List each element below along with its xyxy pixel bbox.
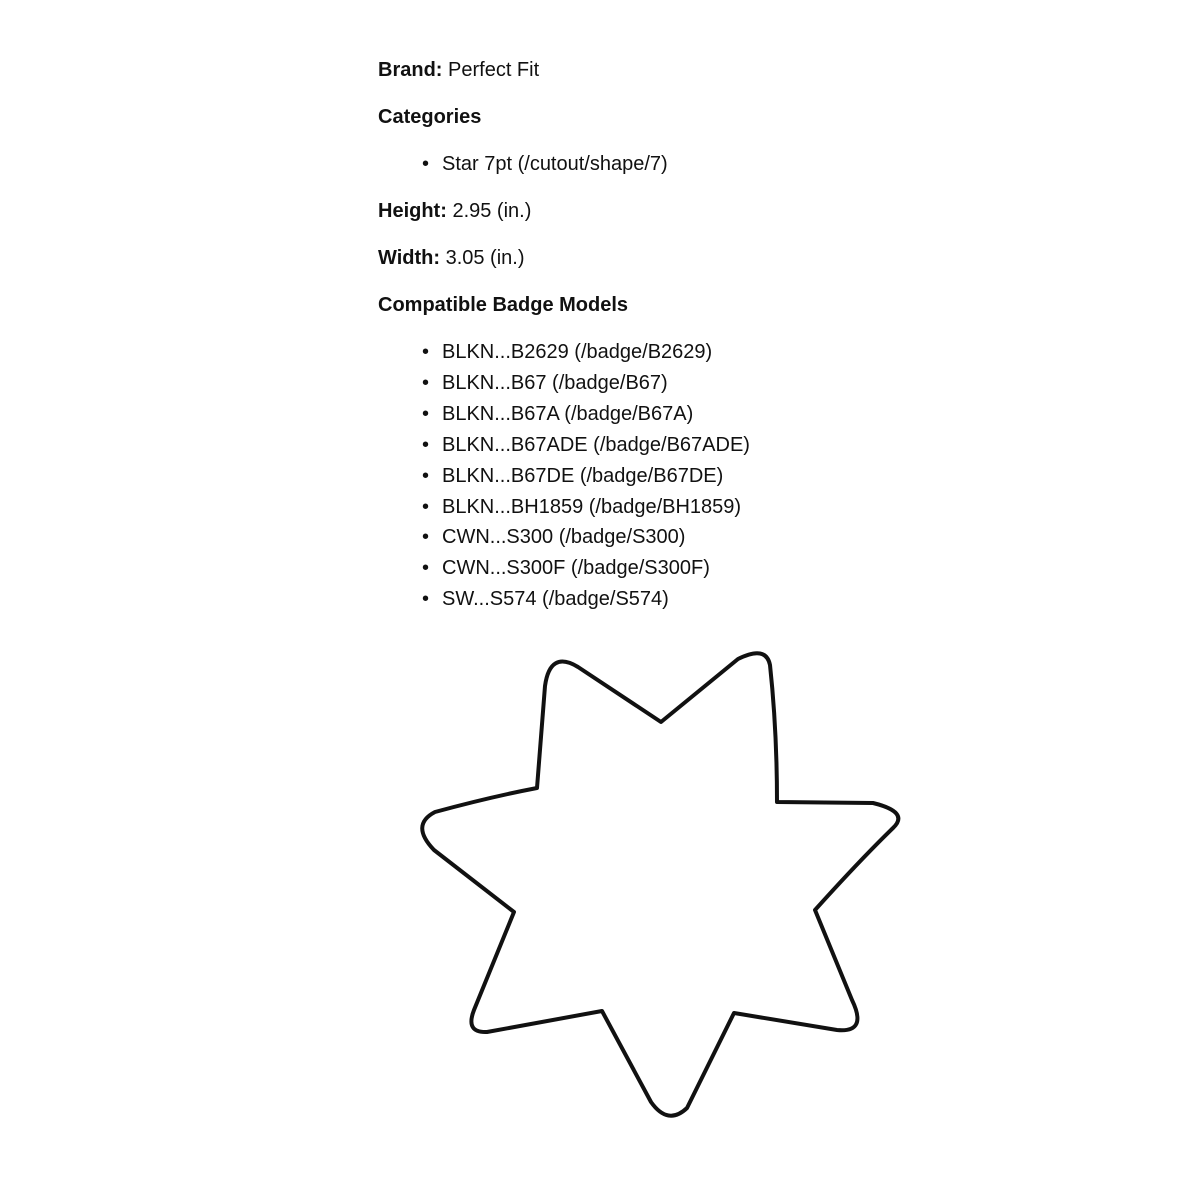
badge-model-label: BLKN...B67 (/badge/B67) (442, 371, 668, 394)
star-outline-path (422, 653, 898, 1115)
badge-model-label: BLKN...B2629 (/badge/B2629) (442, 341, 713, 363)
badge-model-label: BLKN...B67DE (/badge/B67DE) (442, 464, 724, 487)
brand-field (378, 55, 1138, 86)
list-item (422, 492, 1138, 523)
brand-value: Perfect Fit (448, 59, 540, 81)
category-item-label: Star 7pt (/cutout/shape/7) (442, 153, 668, 175)
product-details (378, 55, 1138, 631)
list-item (422, 522, 1138, 553)
list-item (422, 553, 1138, 584)
categories-list (378, 149, 1138, 180)
width-label: Width: (378, 247, 441, 269)
height-value: 2.95 (in.) (452, 200, 532, 222)
categories-heading: Categories (378, 106, 482, 128)
bullet: • (422, 341, 430, 363)
bullet: • (422, 557, 430, 580)
width-value: 3.05 (in.) (445, 247, 525, 269)
bullet: • (422, 526, 430, 549)
badge-models-list (378, 337, 1138, 615)
brand-label: Brand: (378, 59, 443, 81)
bullet: • (422, 588, 430, 611)
bullet: • (422, 371, 430, 394)
badge-model-label: CWN...S300F (/badge/S300F) (442, 557, 710, 580)
height-field (378, 196, 1138, 227)
height-label: Height: (378, 200, 447, 222)
list-item (422, 430, 1138, 461)
bullet: • (422, 402, 430, 425)
bullet: • (422, 464, 430, 487)
badge-model-label: BLKN...B67ADE (/badge/B67ADE) (442, 433, 750, 456)
list-item (422, 337, 1138, 368)
badge-model-label: BLKN...BH1859 (/badge/BH1859) (442, 495, 742, 518)
bullet: • (422, 153, 430, 175)
list-item (422, 368, 1138, 399)
star-outline-icon (410, 645, 915, 1125)
compatible-badge-models-heading: Compatible Badge Models (378, 294, 629, 316)
list-item (422, 461, 1138, 492)
bullet: • (422, 495, 430, 518)
width-field (378, 243, 1138, 274)
badge-model-label: CWN...S300 (/badge/S300) (442, 526, 686, 549)
list-item (422, 584, 1138, 615)
bullet: • (422, 433, 430, 456)
badge-model-label: SW...S574 (/badge/S574) (442, 588, 669, 611)
list-item (422, 399, 1138, 430)
list-item (422, 149, 1138, 180)
badge-model-label: BLKN...B67A (/badge/B67A) (442, 402, 694, 425)
